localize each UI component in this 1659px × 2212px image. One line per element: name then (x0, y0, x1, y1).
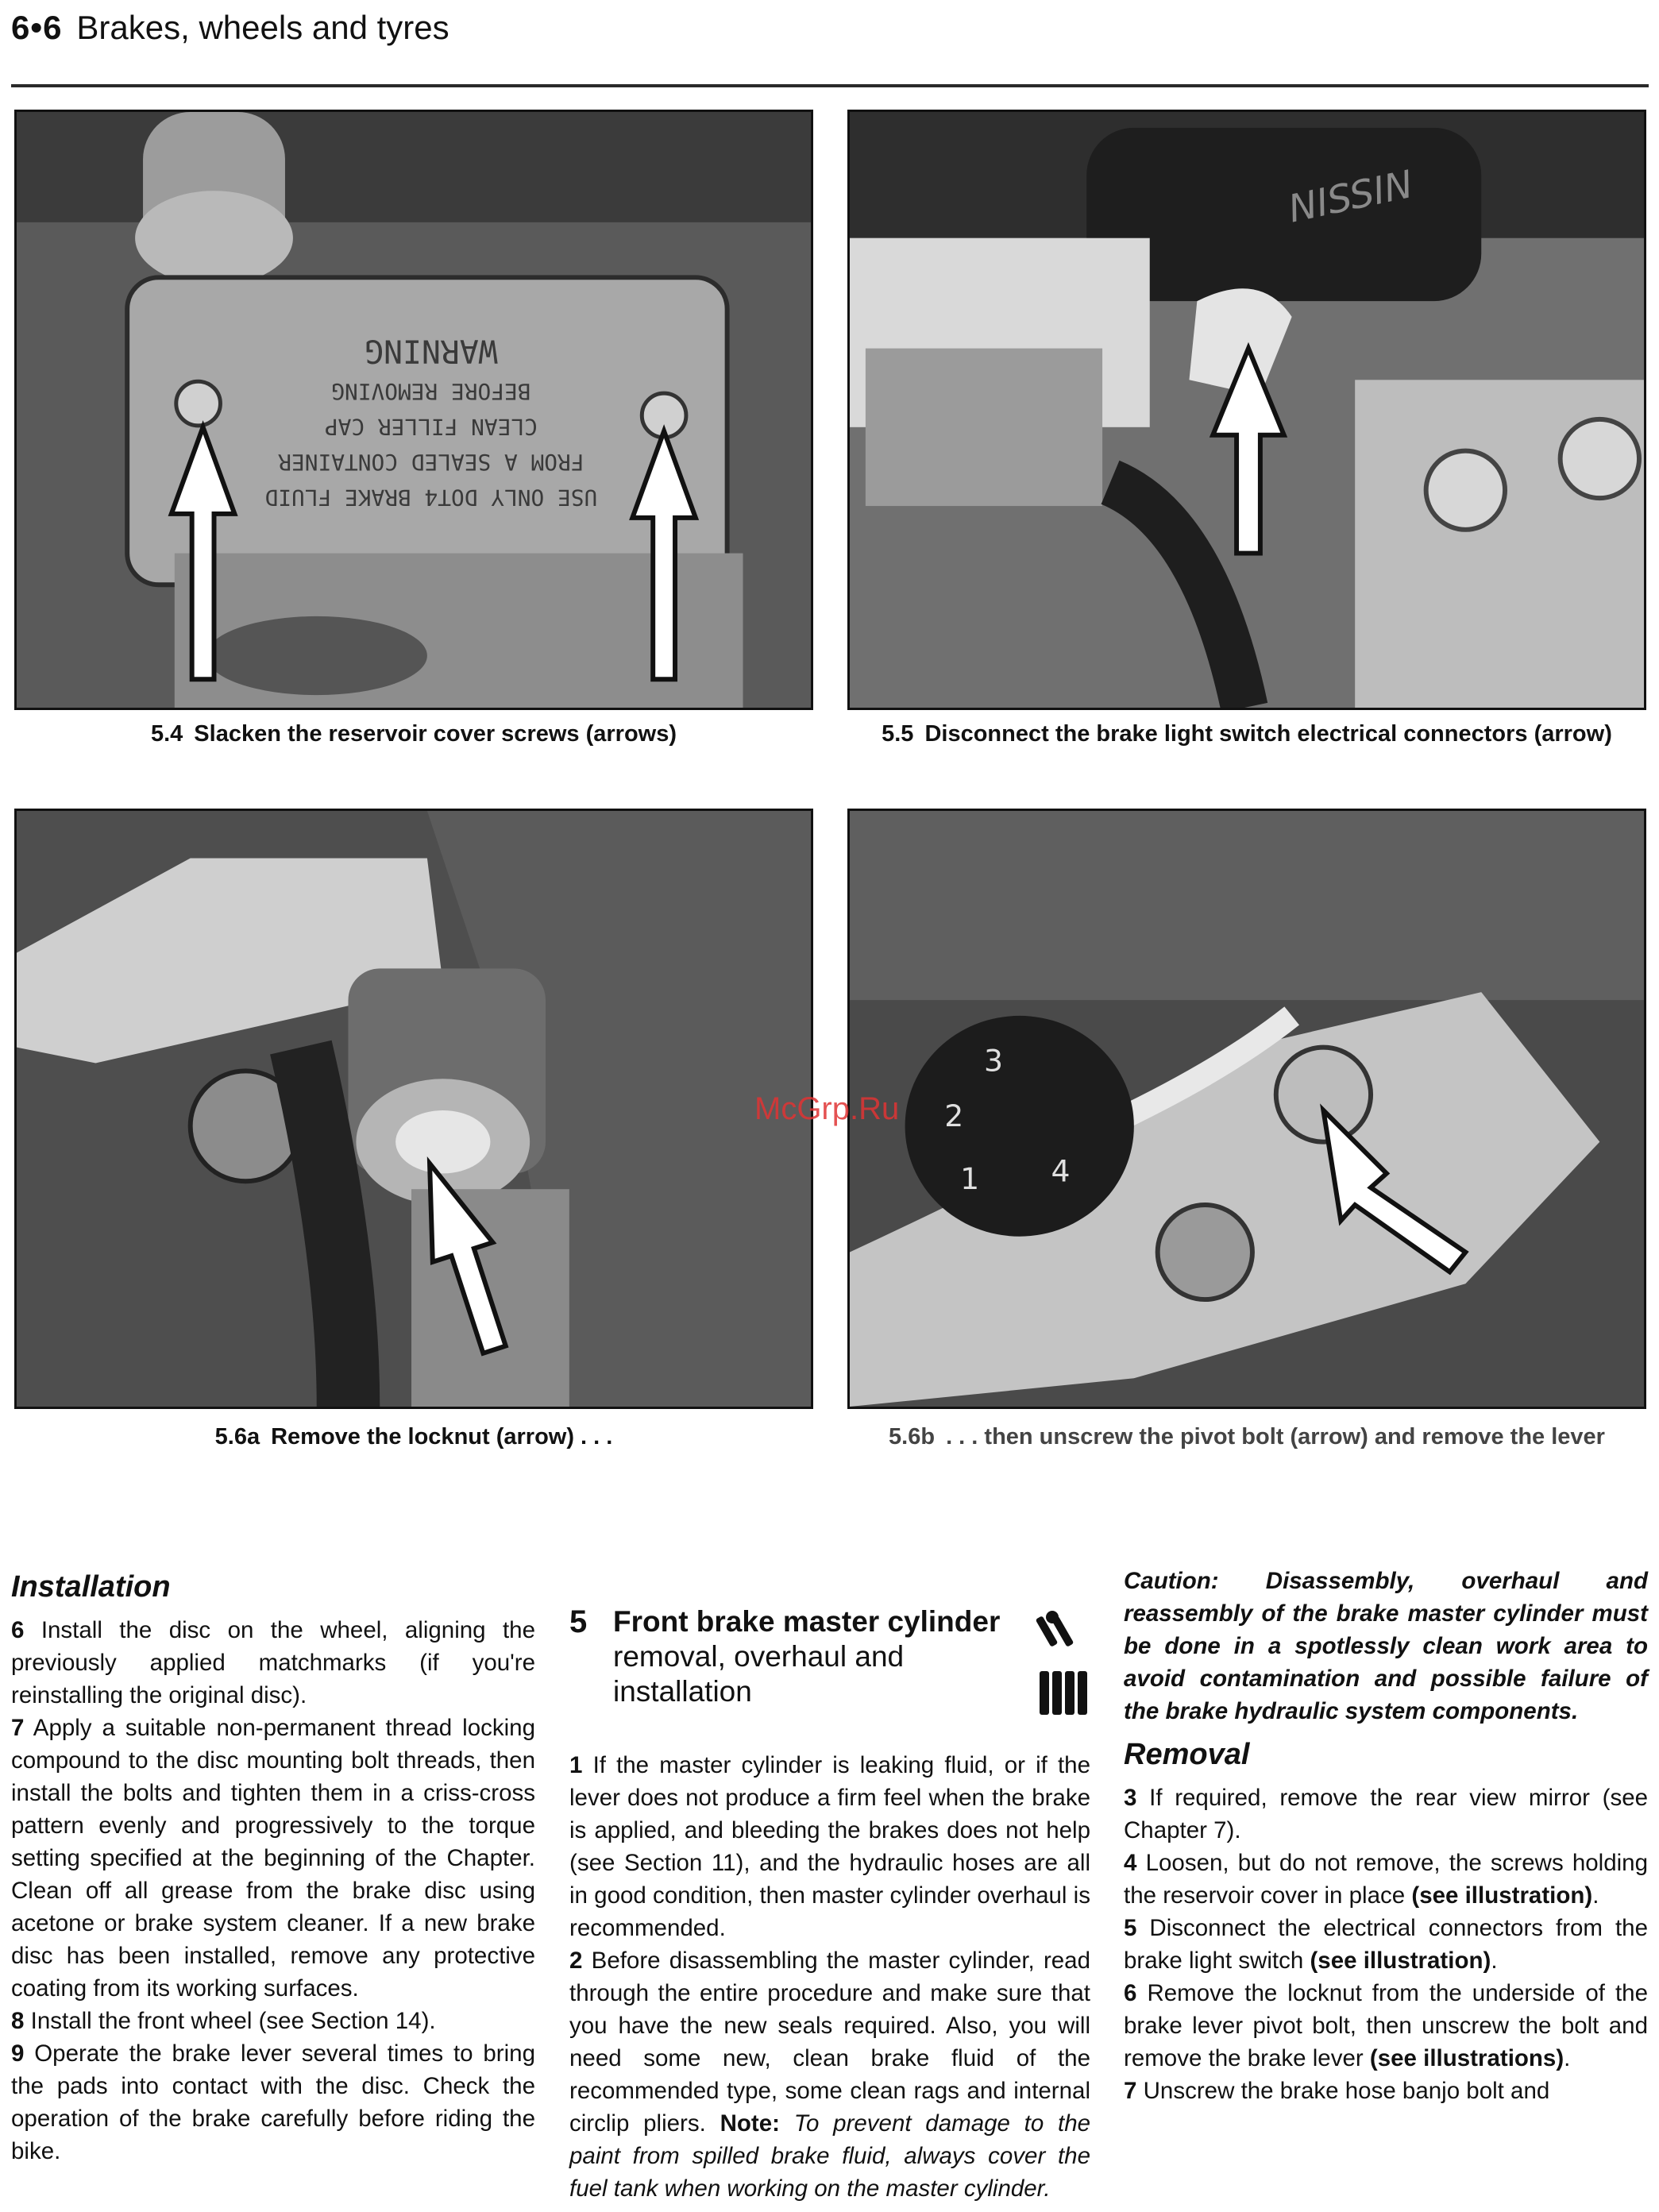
paragraph-7-number: 7 (11, 1715, 25, 1741)
paragraph-6r-ref: (see illustrations) (1369, 2045, 1564, 2071)
paragraph-9-number: 9 (11, 2040, 25, 2067)
reservoir-text-line-2: FROM A SEALED CONTAINER (278, 449, 585, 476)
dial-number-2: 2 (944, 1098, 964, 1133)
photo-5-4-reservoir-cover (14, 110, 813, 710)
paragraph-9 (11, 2037, 535, 2168)
watermark: McGrp.Ru (754, 1091, 900, 1126)
page-header (11, 0, 449, 56)
paragraph-7r-number: 7 (1124, 2078, 1137, 2104)
caption-5-5-text: Disconnect the brake light switch electrical connectors (arrow) (924, 721, 1612, 747)
paragraph-2-text: Before disassembling the master cylinder, read through the entire procedure and make sure that you have the new seals required. Also, you will need some new, clean brake fluid of the recommended type, some clean rags and internal circlip pliers. (569, 1948, 1090, 2137)
right-column (1124, 1565, 1648, 2107)
caption-5-5-number: 5.5 (882, 721, 914, 747)
caution-text: Caution: Disassembly, overhaul and reassembly of the brake master cylinder must be done in a spotlessly clean work area to avoid contamination and possible failure of the brake hydraulic system components. (1124, 1568, 1648, 1724)
note-text: To prevent damage to the paint from spilled brake fluid, always cover the fuel tank when working on the master cylinder. (569, 2110, 1091, 2202)
note-label: Note: (720, 2110, 780, 2137)
paragraph-3-text: If required, remove the rear view mirror (see Chapter 7). (1124, 1785, 1649, 1843)
paragraph-5-number: 5 (1124, 1915, 1137, 1941)
paragraph-5: 5 Disconnect the electrical connectors from the brake light switch (see illustration). (1124, 1915, 1648, 1974)
paragraph-6-text: Install the disc on the wheel, aligning the previously applied matchmarks (if you're reinstalling the original disc). (11, 1617, 535, 1708)
paragraph-6 (11, 1614, 535, 1712)
reservoir-text-line-3: CLEAN FILLER CAP (324, 413, 538, 440)
paragraph-6-removal: 6 Remove the locknut from the underside of the brake lever pivot bolt, then unscrew the bolt and remove the brake lever (see illustrations). (1124, 1980, 1648, 2071)
left-column (11, 1565, 535, 2168)
caption-5-6a-text: Remove the locknut (arrow) . . . (271, 1424, 613, 1450)
paragraph-7r-text: Unscrew the brake hose banjo bolt and (1143, 2078, 1550, 2104)
reservoir-text-line-4: BEFORE REMOVING (331, 378, 531, 405)
photo-5-5-brake-light-switch (847, 110, 1646, 710)
paragraph-4-number: 4 (1124, 1850, 1137, 1876)
difficulty-spanner-icon (1035, 1608, 1090, 1727)
paragraph-7 (11, 1712, 535, 2005)
paragraph-1-text: If the master cylinder is leaking fluid, or if the lever does not produce a firm feel when the brake is applied, and bleeding the brakes does not help (see Section 11), and the hydraulic hoses are all in good condition, then master cylinder overhaul is recommended. (569, 1752, 1090, 1941)
brand-label: NISSIN (1284, 163, 1418, 232)
paragraph-6r-text: Remove the locknut from the underside of the brake lever pivot bolt, then unscrew the bolt and remove the brake lever (1124, 1980, 1648, 2071)
paragraph-1-number: 1 (569, 1752, 583, 1778)
paragraph-1 (569, 1749, 1090, 1944)
dial-number-3: 3 (983, 1043, 1004, 1079)
reservoir-text-line-5: WARNING (365, 332, 498, 369)
paragraph-6r-number: 6 (1124, 1980, 1137, 2006)
reservoir-text-line-1: USE ONLY DOT4 BRAKE FLUID (264, 484, 598, 512)
paragraph-7-removal (1124, 2075, 1648, 2107)
caption-5-4-text: Slacken the reservoir cover screws (arrows) (194, 721, 677, 747)
paragraph-3-number: 3 (1124, 1785, 1137, 1811)
paragraph-2 (569, 1944, 1090, 2205)
paragraph-8-text: Install the front wheel (see Section 14). (30, 2008, 436, 2034)
photo-5-6b-pivot-bolt (847, 809, 1646, 1409)
dial-number-1: 1 (960, 1161, 980, 1197)
chapter-title: Brakes, wheels and tyres (76, 9, 449, 46)
caption-5-4-number: 5.4 (150, 721, 183, 747)
paragraph-5-ref: (see illustration) (1310, 1948, 1491, 1974)
middle-column (569, 1565, 1090, 2205)
paragraph-4: 4 Loosen, but do not remove, the screws holding the reservoir cover in place (see illustration). (1124, 1850, 1648, 1909)
caption-5-6a-number: 5.6a (214, 1424, 260, 1450)
heading-removal: Removal (1124, 1738, 1250, 1771)
heading-installation: Installation (11, 1570, 171, 1604)
caption-5-4 (14, 719, 813, 749)
section-title-rest: removal, overhaul and installation (613, 1640, 905, 1708)
paragraph-2-number: 2 (569, 1948, 583, 1974)
paragraph-8 (11, 2005, 535, 2037)
paragraph-7-text: Apply a suitable non-permanent thread locking compound to the disc mounting bolt threads, then install the bolts and tighten them in a criss-cross pattern evenly and progressively to the torque setting specified at the beginning of the Chapter. Clean off all grease from the brake disc using acetone or brake system cleaner. If a new brake disc has been installed, remove any protective coating from its working surfaces. (11, 1715, 535, 2002)
section-5-heading (569, 1604, 1090, 1727)
page-number: 6•6 (11, 9, 63, 46)
paragraph-9-text: Operate the brake lever several times to bring the pads into contact with the disc. Check the operation of the brake carefully before riding the bike. (11, 2040, 535, 2164)
caption-5-5 (847, 719, 1646, 749)
section-number: 5 (569, 1604, 588, 1639)
header-rule (11, 84, 1649, 87)
photo-5-6a-locknut (14, 809, 813, 1409)
section-title (613, 1604, 1035, 1709)
paragraph-8-number: 8 (11, 2008, 25, 2034)
paragraph-5-text: Disconnect the electrical connectors from the brake light switch (1124, 1915, 1648, 1974)
section-title-bold: Front brake master cylinder (613, 1605, 1001, 1638)
paragraph-6-number: 6 (11, 1617, 25, 1643)
caption-5-6a (14, 1422, 813, 1452)
caption-5-6b-number: 5.6b (889, 1424, 936, 1450)
caption-5-6b-text: . . . then unscrew the pivot bolt (arrow) and remove the lever (946, 1424, 1605, 1450)
paragraph-4-ref: (see illustration) (1411, 1882, 1593, 1909)
dial-number-4: 4 (1051, 1153, 1071, 1189)
paragraph-3 (1124, 1782, 1648, 1847)
paragraph-4-text: Loosen, but do not remove, the screws holding the reservoir cover in place (1124, 1850, 1648, 1909)
caption-5-6b (847, 1422, 1646, 1452)
